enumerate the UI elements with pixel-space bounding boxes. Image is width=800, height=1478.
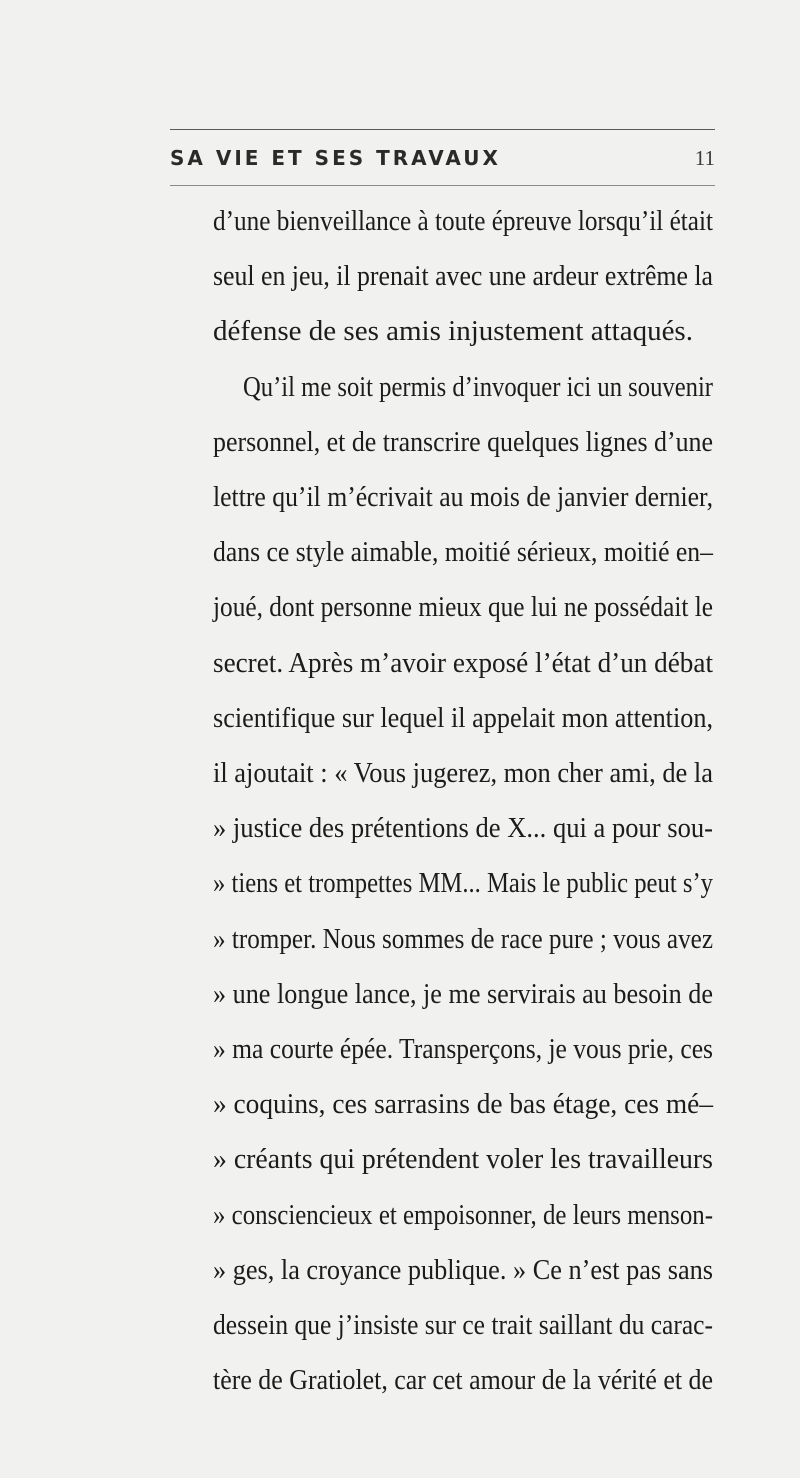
text-line: personnel, et de transcrire quelques lignes d’une: [213, 425, 713, 458]
text-line: secret. Après m’avoir exposé l’état d’un débat: [213, 646, 713, 679]
text-line: scientifique sur lequel il appelait mon attention,: [213, 701, 713, 734]
text-line: Qu’il me soit permis d’invoquer ici un souvenir: [243, 370, 713, 403]
text-line: d’une bienveillance à toute épreuve lorsqu’il était: [213, 205, 713, 237]
text-line: » tiens et trompettes MM... Mais le public peut s’y: [213, 867, 713, 900]
text-line: tère de Gratiolet, car cet amour de la vérité et de: [213, 1364, 713, 1397]
text-line: dessein que j’insiste sur ce trait saillant du carac-: [213, 1309, 713, 1341]
running-head: SA VIE ET SES TRAVAUX: [170, 146, 501, 170]
page-number: 11: [694, 146, 715, 170]
header-top-rule: [170, 129, 715, 130]
header-bottom-rule: [170, 185, 715, 186]
text-line: » consciencieux et empoisonner, de leurs menson-: [213, 1198, 713, 1231]
text-line: » ges, la croyance publique. » Ce n’est pas sans: [213, 1253, 713, 1286]
text-line: » une longue lance, je me servirais au besoin de: [213, 977, 713, 1010]
text-line: » ma courte épée. Transperçons, je vous prie, ces: [213, 1033, 713, 1065]
text-line: » justice des prétentions de X... qui a pour sou-: [213, 812, 713, 845]
page-header: [170, 146, 715, 176]
text-line: » coquins, ces sarrasins de bas étage, ces mé–: [213, 1088, 713, 1121]
text-line: il ajoutait : « Vous jugerez, mon cher ami, de la: [213, 757, 713, 789]
text-line: joué, dont personne mieux que lui ne possédait le: [213, 591, 713, 624]
text-line: dans ce style aimable, moitié sérieux, moitié en–: [213, 536, 713, 569]
text-line: » créants qui prétendent voler les travailleurs: [213, 1143, 713, 1176]
text-line: » tromper. Nous sommes de race pure ; vous avez: [213, 922, 713, 955]
text-line: défense de ses amis injustement attaqués.: [213, 315, 693, 348]
text-line: lettre qu’il m’écrivait au mois de janvier dernier,: [213, 481, 713, 513]
text-line: seul en jeu, il prenait avec une ardeur extrême la: [213, 260, 713, 293]
